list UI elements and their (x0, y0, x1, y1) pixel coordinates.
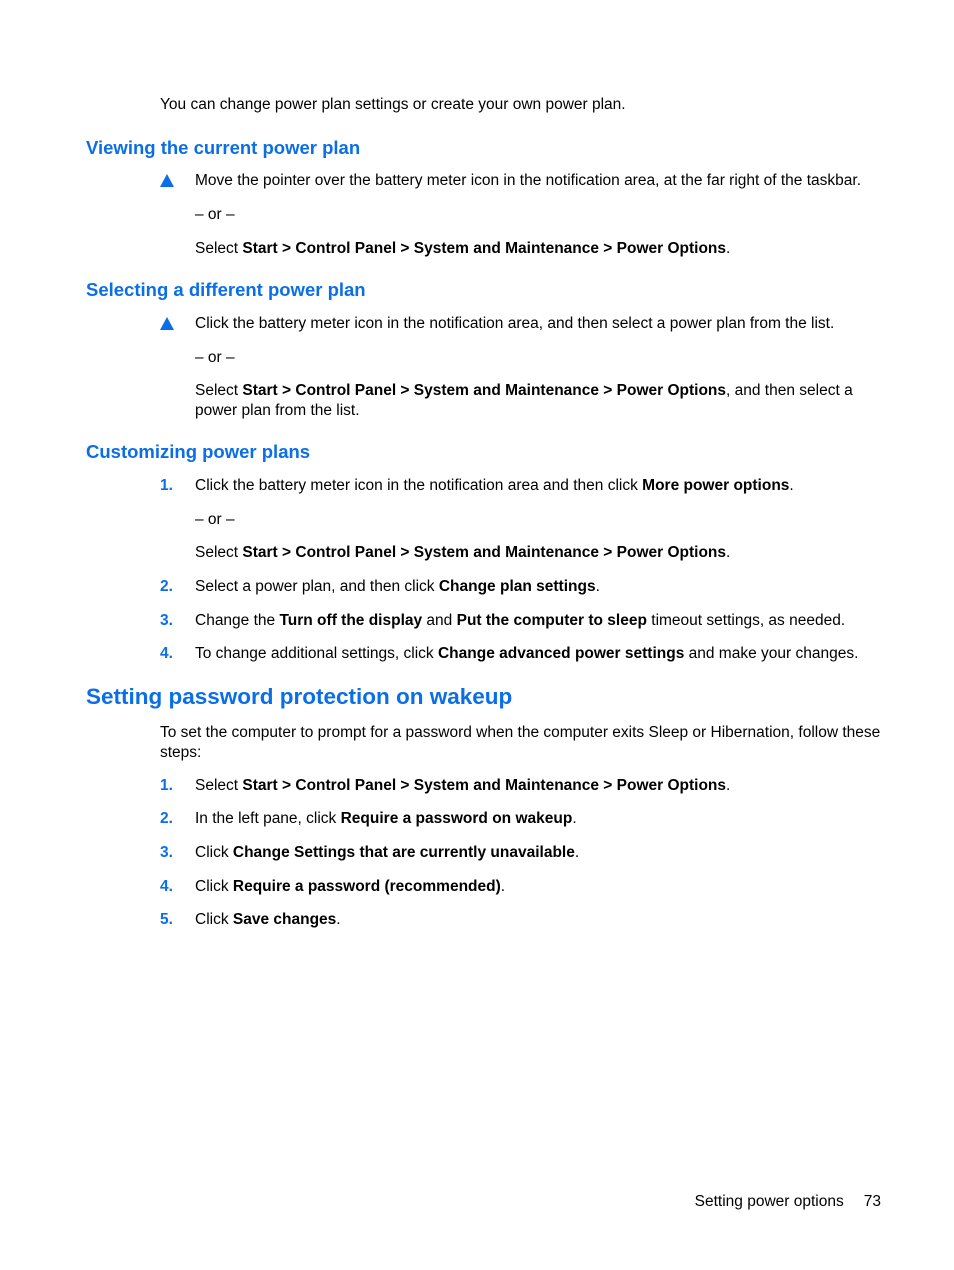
page-number: 73 (863, 1193, 881, 1210)
step-number: 4. (160, 645, 173, 662)
alt-prefix: Select (195, 382, 243, 399)
customizing-step-4 (195, 644, 885, 664)
step-number: 3. (160, 612, 173, 629)
step-bold: Turn off the display (279, 612, 423, 629)
step-number: 1. (160, 777, 173, 794)
step-bold: More power options (642, 477, 790, 494)
selecting-alternative (195, 381, 885, 421)
step-text: . (726, 777, 731, 794)
selecting-step: Click the battery meter icon in the notification area, and then select a power plan from the list. (195, 315, 835, 332)
password-step-1 (195, 776, 885, 796)
step-text: and (422, 612, 457, 629)
customizing-step-2 (195, 577, 885, 597)
customizing-or: – or – (195, 511, 235, 528)
step-text: . (574, 844, 580, 861)
page-footer (695, 1192, 881, 1212)
viewing-or: – or – (195, 206, 235, 223)
step-text: Select a power plan, and then click (195, 578, 439, 595)
heading-selecting-different-power-plan: Selecting a different power plan (86, 279, 366, 300)
alt-prefix: Select (195, 240, 243, 257)
step-text: Click (195, 844, 233, 861)
customizing-step-1 (195, 476, 885, 496)
alt-path: Start > Control Panel > System and Maintenance > Power Options (242, 544, 727, 561)
step-number: 1. (160, 477, 173, 494)
step-text: . (595, 578, 600, 595)
step-text: . (336, 911, 341, 928)
step-text: timeout settings, as needed. (646, 612, 846, 629)
step-text: Select (195, 777, 243, 794)
step-bold: Start > Control Panel > System and Maintenance > Power Options (242, 777, 727, 794)
step-number: 3. (160, 844, 173, 861)
step-number: 2. (160, 810, 173, 827)
heading-customizing-power-plans: Customizing power plans (86, 441, 311, 462)
alt-suffix: , and then select a power plan from the list. (195, 382, 853, 419)
password-step-4 (195, 877, 885, 897)
alt-suffix: . (726, 544, 731, 561)
step-text: Click (195, 911, 233, 928)
heading-setting-password-protection: Setting password protection on wakeup (86, 684, 513, 709)
alt-path: Start > Control Panel > System and Maintenance > Power Options (242, 240, 727, 257)
footer-section-title: Setting power options (694, 1193, 844, 1210)
password-step-3 (195, 843, 885, 863)
step-bold: Save changes (232, 911, 337, 928)
step-text: . (572, 810, 577, 827)
step-number: 4. (160, 878, 173, 895)
alt-prefix: Select (195, 544, 243, 561)
viewing-alternative (195, 239, 885, 259)
heading-viewing-current-power-plan: Viewing the current power plan (86, 137, 361, 158)
step-text: To change additional settings, click (195, 645, 438, 662)
step-bold: Change advanced power settings (437, 645, 685, 662)
password-step-2 (195, 809, 885, 829)
password-intro: To set the computer to prompt for a password when the computer exits Sleep or Hibernation, follow these steps: (160, 724, 881, 761)
step-bold: Change Settings that are currently unavailable (232, 844, 575, 861)
step-text: Change the (195, 612, 280, 629)
step-number: 5. (160, 911, 173, 928)
alt-path: Start > Control Panel > System and Maintenance > Power Options (242, 382, 727, 399)
step-bold: Require a password (recommended) (232, 878, 501, 895)
triangle-bullet-icon (160, 314, 190, 330)
customizing-step-3 (195, 611, 885, 631)
step-text: . (789, 477, 794, 494)
step-number: 2. (160, 578, 173, 595)
selecting-or: – or – (195, 349, 235, 366)
password-step-5 (195, 910, 885, 930)
step-bold: Require a password on wakeup (340, 810, 573, 827)
step-text: and make your changes. (684, 645, 859, 662)
step-text: Click (195, 878, 233, 895)
step-text: . (500, 878, 506, 895)
step-bold: Change plan settings (438, 578, 596, 595)
step-bold: Put the computer to sleep (456, 612, 647, 629)
step-text: In the left pane, click (195, 810, 341, 827)
alt-suffix: . (726, 240, 731, 257)
customizing-alternative (195, 543, 885, 563)
step-text: Click the battery meter icon in the notification area and then click (195, 477, 643, 494)
intro-paragraph: You can change power plan settings or create your own power plan. (160, 96, 626, 113)
triangle-bullet-icon (160, 171, 190, 187)
viewing-step: Move the pointer over the battery meter icon in the notification area, at the far right of the taskbar. (195, 172, 862, 189)
